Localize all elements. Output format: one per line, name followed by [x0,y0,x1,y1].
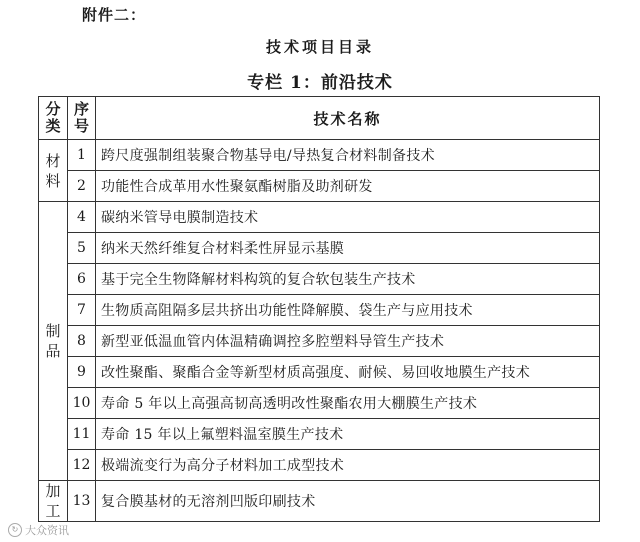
technology-name: 极端流变行为高分子材料加工成型技术 [96,450,600,481]
header-category: 分类 [39,97,68,140]
technology-name: 寿命 15 年以上氟塑料温室膜生产技术 [96,419,600,450]
table-row [39,171,600,202]
technology-name: 复合膜基材的无溶剂凹版印刷技术 [96,481,600,522]
table-row [39,295,600,326]
row-number: 13 [68,481,96,522]
table-row [39,419,600,450]
row-number: 2 [68,171,96,202]
technology-name: 基于完全生物降解材料构筑的复合软包装生产技术 [96,264,600,295]
table-row [39,140,600,171]
row-number: 11 [68,419,96,450]
row-number: 10 [68,388,96,419]
row-number: 4 [68,202,96,233]
table-row [39,202,600,233]
technology-name: 新型亚低温血管内体温精确调控多腔塑料导管生产技术 [96,326,600,357]
document-title: 技术项目目录 [265,38,374,56]
row-number: 1 [68,140,96,171]
watermark-text: 大众资讯 [25,524,69,537]
row-number: 7 [68,295,96,326]
share-logo-icon: ↻ [8,523,22,537]
table-row [39,326,600,357]
table-row [39,450,600,481]
technology-name: 纳米天然纤维复合材料柔性屏显示基膜 [96,233,600,264]
technology-name: 寿命 5 年以上高强高韧高透明改性聚酯农用大棚膜生产技术 [96,388,600,419]
technology-name: 改性聚酯、聚酯合金等新型材质高强度、耐候、易回收地膜生产技术 [96,357,600,388]
row-number: 9 [68,357,96,388]
table-row [39,264,600,295]
category-cell-products: 制品 [39,202,68,481]
table-row [39,388,600,419]
table-header-row [39,97,600,140]
category-cell-materials: 材料 [39,140,68,202]
row-number: 5 [68,233,96,264]
table-row [39,357,600,388]
row-number: 6 [68,264,96,295]
category-cell-processing: 加工 [39,481,68,522]
header-name: 技术名称 [96,97,600,140]
table-row [39,233,600,264]
header-number: 序号 [68,97,96,140]
technology-name: 生物质高阻隔多层共挤出功能性降解膜、袋生产与应用技术 [96,295,600,326]
technology-table [38,96,600,522]
table-row [39,481,600,522]
attachment-label: 附件二： [82,6,147,24]
row-number: 8 [68,326,96,357]
technology-name: 碳纳米管导电膜制造技术 [96,202,600,233]
watermark [8,522,69,538]
section-subtitle: 专栏 1：前沿技术 [247,73,393,93]
technology-name: 功能性合成革用水性聚氨酯树脂及助剂研发 [96,171,600,202]
row-number: 12 [68,450,96,481]
technology-name: 跨尺度强制组装聚合物基导电/导热复合材料制备技术 [96,140,600,171]
